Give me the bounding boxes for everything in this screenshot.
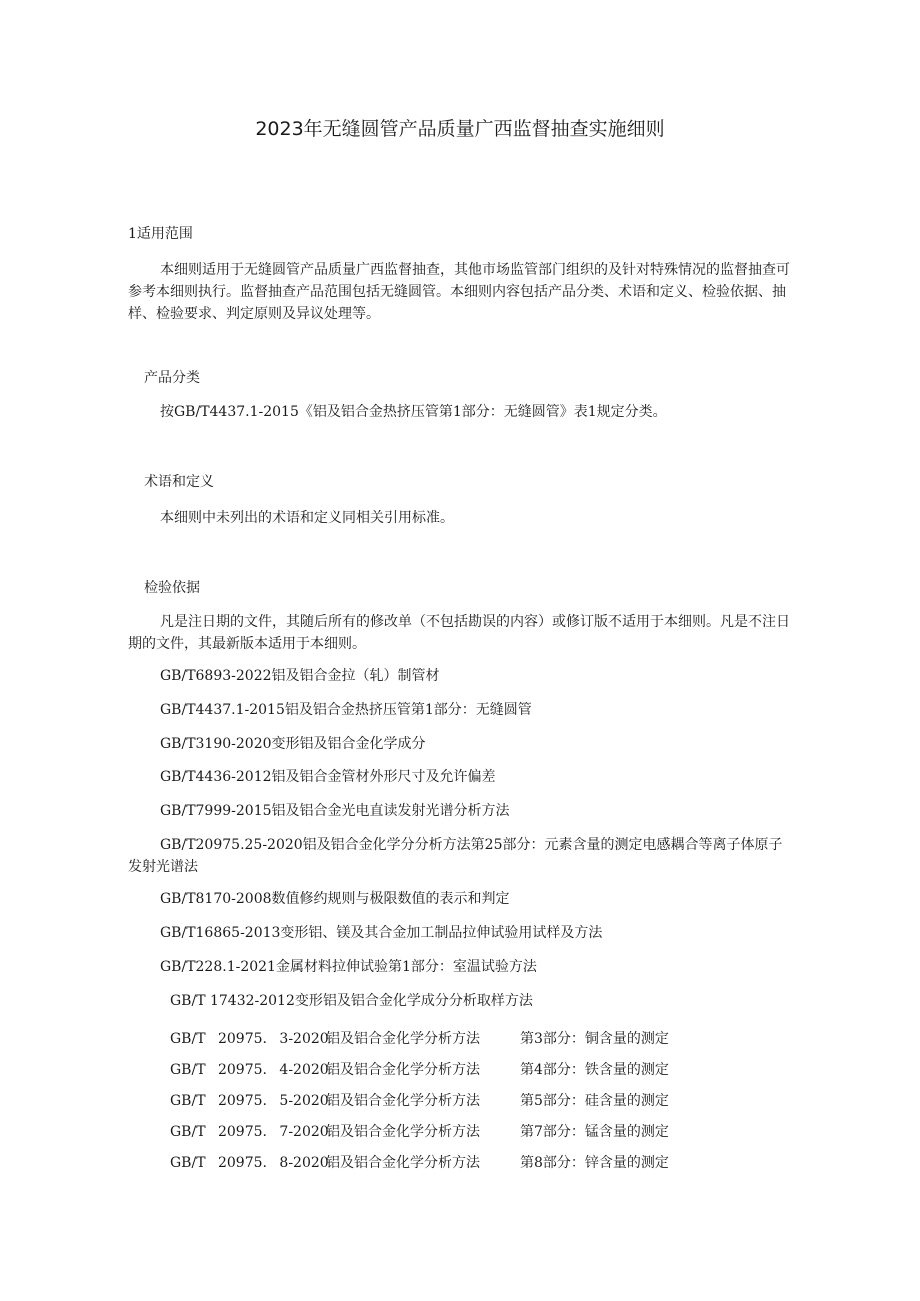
method-part: 第3部分：铜含量的测定 (520, 1031, 669, 1047)
section-heading-terms: 术语和定义 (144, 474, 214, 490)
classification-paragraph: 按GB/T4437.1-2015《铝及铝合金热挤压管第1部分：无缝圆管》表1规定分类。 (160, 404, 667, 420)
method-code: GB/T 20975. 7-2020 (170, 1124, 329, 1140)
method-title: 铝及铝合金化学分析方法 (326, 1124, 480, 1140)
reference-item: GB/T4437.1-2015铝及铝合金热挤压管第1部分：无缝圆管 (160, 702, 532, 718)
reference-item: GB/T16865-2013变形铝、镁及其合金加工制品拉伸试验用试样及方法 (160, 925, 603, 941)
reference-item: GB/T3190-2020变形铝及铝合金化学成分 (160, 736, 426, 752)
document-title: 2023年无缝圆管产品质量广西监督抽查实施细则 (255, 118, 665, 140)
method-part: 第8部分：锌含量的测定 (520, 1155, 669, 1171)
method-part: 第5部分：硅含量的测定 (520, 1093, 669, 1109)
method-code: GB/T 20975. 4-2020 (170, 1062, 329, 1078)
reference-item: GB/T228.1-2021金属材料拉伸试验第1部分：室温试验方法 (160, 959, 537, 975)
method-code: GB/T 20975. 5-2020 (170, 1093, 329, 1109)
reference-item: GB/T6893-2022铝及铝合金拉（轧）制管材 (160, 668, 440, 684)
method-part: 第4部分：铁含量的测定 (520, 1062, 669, 1078)
method-code: GB/T 20975. 3-2020 (170, 1031, 329, 1047)
section-heading-basis: 检验依据 (144, 580, 200, 596)
reference-item: GB/T20975.25-2020铝及铝合金化学分分析方法第25部分：元素含量的测定电感耦合等离子体原子发射光谱法 (128, 837, 783, 875)
method-title: 铝及铝合金化学分析方法 (326, 1155, 480, 1171)
method-title: 铝及铝合金化学分析方法 (326, 1093, 480, 1109)
method-part: 第7部分：锰含量的测定 (520, 1124, 669, 1140)
reference-item: GB/T8170-2008数值修约规则与极限数值的表示和判定 (160, 891, 510, 907)
basis-paragraph: 凡是注日期的文件，其随后所有的修改单（不包括勘误的内容）或修订版不适用于本细则。凡是不注日期的文件，其最新版本适用于本细则。 (128, 614, 790, 652)
reference-item: GB/T7999-2015铝及铝合金光电直读发射光谱分析方法 (160, 803, 510, 819)
terms-paragraph: 本细则中未列出的术语和定义同相关引用标准。 (160, 510, 454, 526)
method-title: 铝及铝合金化学分析方法 (326, 1031, 480, 1047)
scope-paragraph: 本细则适用于无缝圆管产品质量广西监督抽查，其他市场监管部门组织的及针对特殊情况的监督抽查可参考本细则执行。监督抽查产品范围包括无缝圆管。本细则内容包括产品分类、术语和定义、检验依据、抽样、检验要求、判定原则及异议处理等。 (128, 262, 790, 322)
section-heading-classification: 产品分类 (144, 370, 200, 386)
reference-item: GB/T 17432-2012变形铝及铝合金化学成分分析取样方法 (170, 993, 533, 1009)
section-heading-scope: 1适用范围 (128, 226, 193, 242)
method-title: 铝及铝合金化学分析方法 (326, 1062, 480, 1078)
reference-item: GB/T4436-2012铝及铝合金管材外形尺寸及允许偏差 (160, 769, 496, 785)
method-code: GB/T 20975. 8-2020 (170, 1155, 329, 1171)
